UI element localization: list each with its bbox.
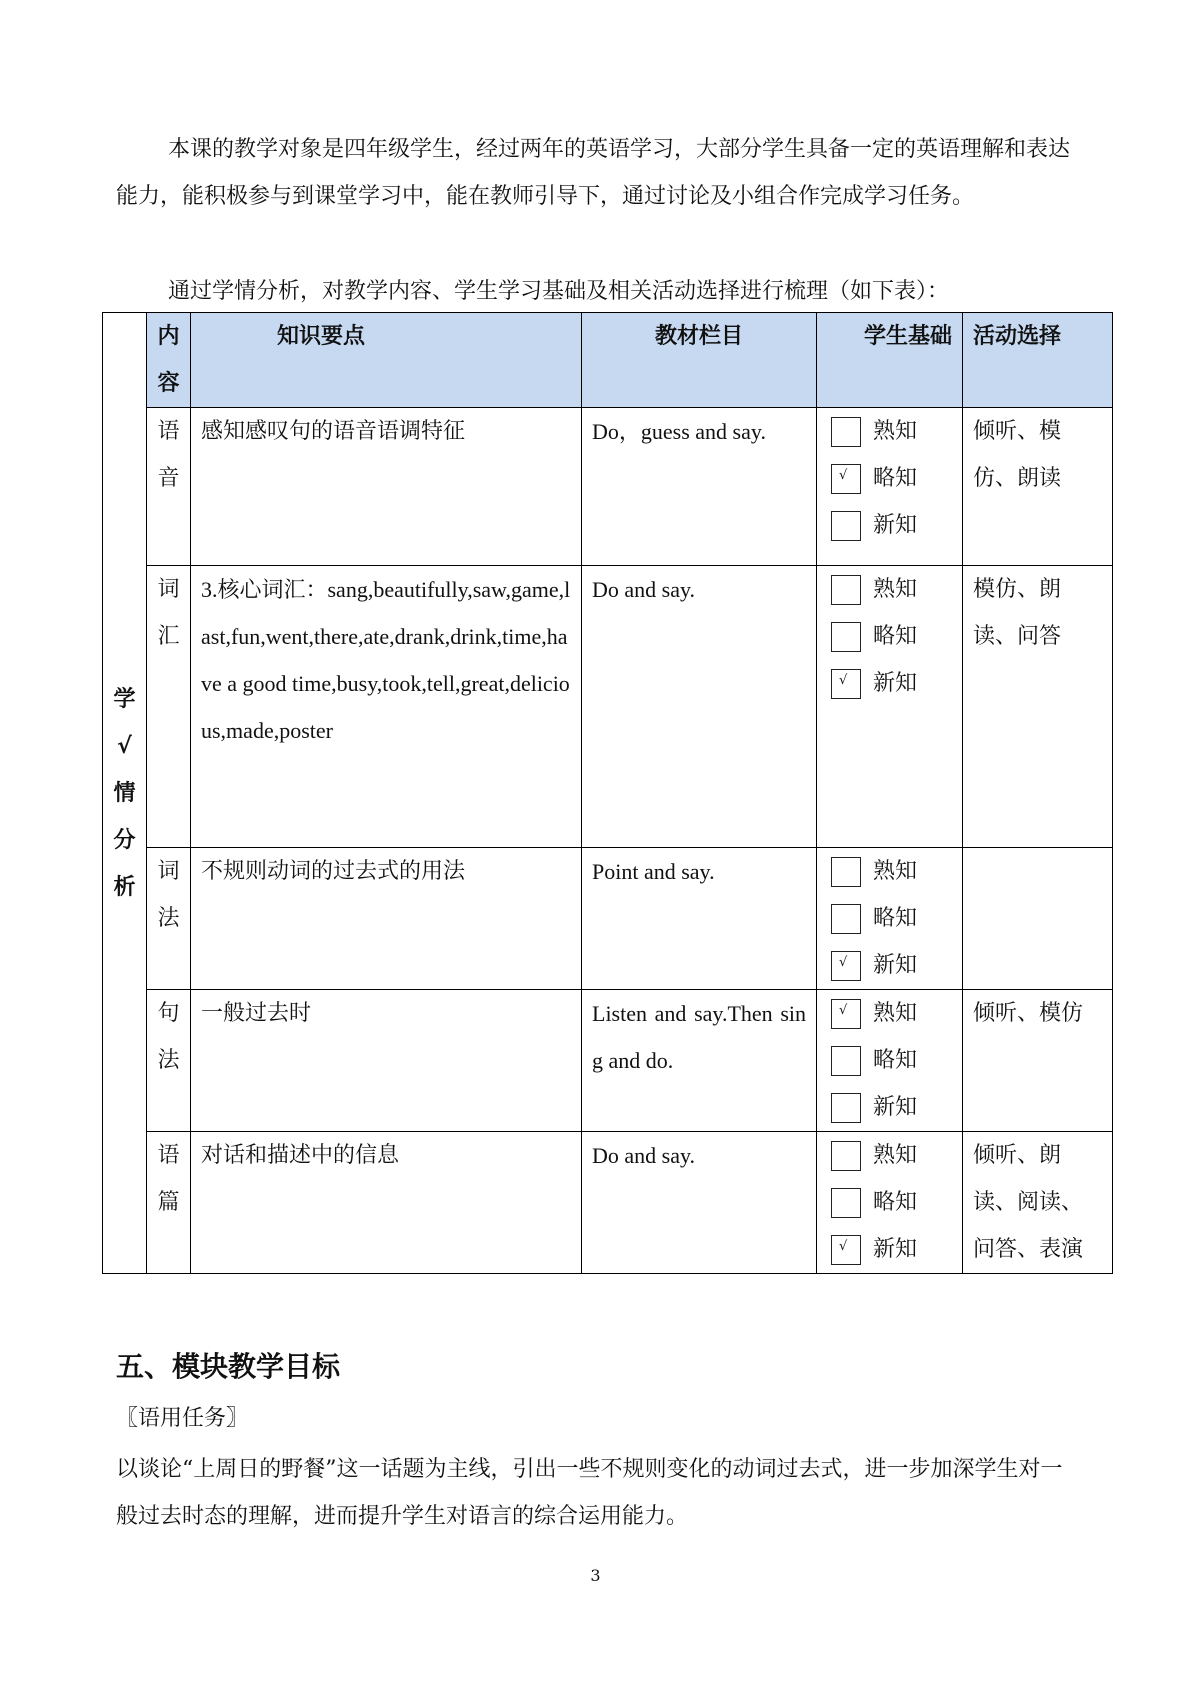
- checkbox-checked-icon[interactable]: [831, 669, 861, 699]
- task-paragraph: 以谈论“上周日的野餐”这一话题为主线，引出一些不规则变化的动词过去式，进一步加深学生对一般过去时态的理解，进而提升学生对语言的综合运用能力。: [116, 1457, 1063, 1529]
- task-label: 〖语用任务〗: [116, 1406, 249, 1431]
- checkbox-icon[interactable]: [831, 622, 861, 652]
- header-basis: 学生基础: [817, 313, 963, 408]
- checkbox-icon[interactable]: [831, 417, 861, 447]
- row-knowledge: 不规则动词的过去式的用法: [191, 848, 582, 990]
- checkbox-icon[interactable]: [831, 1093, 861, 1123]
- basis-option: √ 新知: [827, 942, 952, 989]
- checkbox-icon[interactable]: [831, 1141, 861, 1171]
- table-row: [103, 408, 1113, 566]
- row-basis: [817, 566, 963, 848]
- header-knowledge: 知识要点: [191, 313, 582, 408]
- basis-option: √ 略知: [827, 455, 952, 502]
- row-knowledge: 3.核心词汇：sang,beautifully,saw,game,last,fun,went,there,ate,drank,drink,time,have a good time,busy,took,tell,great,delicious,made,poster: [191, 566, 582, 848]
- table-intro: 通过学情分析，对教学内容、学生学习基础及相关活动选择进行梳理（如下表）：: [168, 279, 950, 304]
- checkbox-icon[interactable]: [831, 1188, 861, 1218]
- side-char: 学: [113, 686, 136, 712]
- table-header-row: [103, 313, 1113, 408]
- row-textbook: Do，guess and say.: [582, 408, 817, 566]
- checkbox-checked-icon[interactable]: [831, 1235, 861, 1265]
- table-row: [103, 566, 1113, 848]
- row-textbook: Do and say.: [582, 1132, 817, 1274]
- header-content: 内 容: [147, 313, 191, 408]
- checkbox-icon[interactable]: [831, 511, 861, 541]
- basis-option: 熟知: [827, 1132, 952, 1179]
- row-category: 句 法: [147, 990, 191, 1132]
- basis-option: 熟知: [827, 408, 952, 455]
- basis-option: 熟知: [827, 848, 952, 895]
- row-knowledge: 对话和描述中的信息: [191, 1132, 582, 1274]
- side-char: 分: [113, 827, 136, 853]
- basis-option: √ 新知: [827, 660, 952, 707]
- checkbox-icon[interactable]: [831, 857, 861, 887]
- row-activity: 模仿、朗读、问答: [963, 566, 1113, 848]
- basis-option: √ 新知: [827, 1226, 952, 1273]
- table-row: [103, 1132, 1113, 1274]
- row-activity: 倾听、模仿: [963, 990, 1113, 1132]
- basis-option: √ 熟知: [827, 990, 952, 1037]
- row-textbook: Do and say.: [582, 566, 817, 848]
- row-knowledge: 感知感叹句的语音语调特征: [191, 408, 582, 566]
- row-category: 词 法: [147, 848, 191, 990]
- basis-option: 略知: [827, 1179, 952, 1226]
- checkbox-icon[interactable]: [831, 575, 861, 605]
- row-basis: [817, 848, 963, 990]
- basis-option: 新知: [827, 1084, 952, 1131]
- row-basis: [817, 408, 963, 566]
- row-basis: [817, 1132, 963, 1274]
- basis-option: 新知: [827, 502, 952, 549]
- row-textbook: Listen and say.Then sing and do.: [582, 990, 817, 1132]
- header-textbook: 教材栏目: [582, 313, 817, 408]
- side-label: [103, 313, 147, 1274]
- checkbox-icon[interactable]: [831, 904, 861, 934]
- basis-option: 熟知: [827, 566, 952, 613]
- side-char: 析: [113, 874, 136, 900]
- table-row: [103, 848, 1113, 990]
- header-activity: 活动选择: [963, 313, 1113, 408]
- row-activity: 倾听、模仿、朗读: [963, 408, 1113, 566]
- row-textbook: Point and say.: [582, 848, 817, 990]
- section-heading: 五、模块教学目标: [116, 1350, 341, 1383]
- page-number: 3: [590, 1566, 601, 1585]
- checkbox-icon[interactable]: [831, 1046, 861, 1076]
- side-char: √: [117, 733, 132, 759]
- checkbox-checked-icon[interactable]: [831, 464, 861, 494]
- basis-option: 略知: [827, 613, 952, 660]
- row-category: 语 篇: [147, 1132, 191, 1274]
- analysis-table: [102, 312, 1113, 1274]
- checkbox-checked-icon[interactable]: [831, 951, 861, 981]
- row-category: 语 音: [147, 408, 191, 566]
- intro-paragraph: 本课的教学对象是四年级学生，经过两年的英语学习，大部分学生具备一定的英语理解和表达能力，能积极参与到课堂学习中，能在教师引导下，通过讨论及小组合作完成学习任务。: [116, 137, 1071, 209]
- checkbox-checked-icon[interactable]: [831, 999, 861, 1029]
- row-activity: 倾听、朗读、阅读、问答、表演: [963, 1132, 1113, 1274]
- basis-option: 略知: [827, 1037, 952, 1084]
- basis-option: 略知: [827, 895, 952, 942]
- row-basis: [817, 990, 963, 1132]
- row-activity: [963, 848, 1113, 990]
- table-row: [103, 990, 1113, 1132]
- side-char: 情: [113, 780, 136, 806]
- row-knowledge: 一般过去时: [191, 990, 582, 1132]
- row-category: 词 汇: [147, 566, 191, 848]
